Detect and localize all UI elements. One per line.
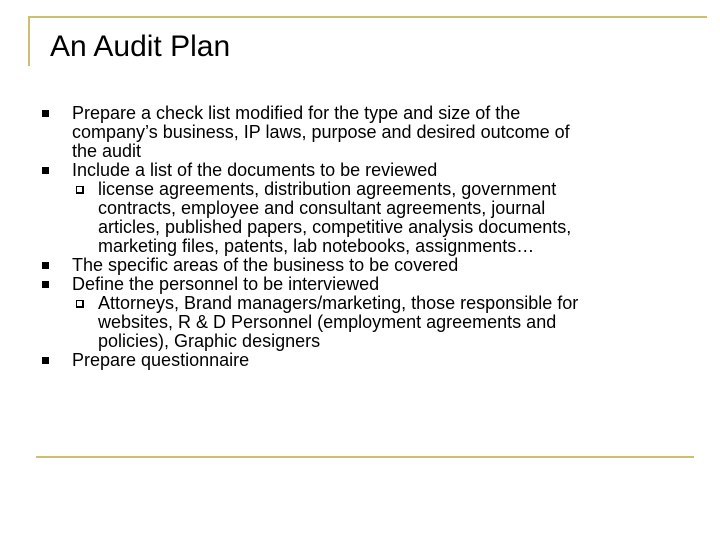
bullet-line: articles, published papers, competitive analysis documents, xyxy=(98,217,572,237)
square-bullet-icon xyxy=(42,262,49,269)
bullet-line: license agreements, distribution agreements, government xyxy=(98,179,557,199)
left-rule xyxy=(28,16,30,66)
sub-bullet-item-document-types xyxy=(42,180,682,256)
bullet-line: Define the personnel to be interviewed xyxy=(72,274,380,294)
bullet-line: Include a list of the documents to be reviewed xyxy=(72,160,438,180)
square-bullet-icon xyxy=(42,357,49,364)
bottom-rule xyxy=(36,456,694,458)
square-bullet-icon xyxy=(42,167,49,174)
sub-bullet-item-personnel-types xyxy=(42,294,682,351)
bullet-line: company’s business, IP laws, purpose and desired outcome of xyxy=(72,122,570,142)
bullet-line: Prepare a check list modified for the type and size of the xyxy=(72,103,521,123)
bullet-line: contracts, employee and consultant agreements, journal xyxy=(98,198,546,218)
square-bullet-icon xyxy=(42,281,49,288)
top-rule xyxy=(28,16,707,18)
bullet-line: Prepare questionnaire xyxy=(72,350,250,370)
bullet-line: the audit xyxy=(72,141,142,161)
hollow-square-bullet-icon xyxy=(76,186,84,194)
bullet-line: Attorneys, Brand managers/marketing, those responsible for xyxy=(98,293,579,313)
bullet-line: websites, R & D Personnel (employment agreements and xyxy=(98,312,557,332)
bullet-item-areas xyxy=(42,256,682,275)
hollow-square-bullet-icon xyxy=(76,300,84,308)
bullet-line: The specific areas of the business to be covered xyxy=(72,255,459,275)
bullet-item-personnel xyxy=(42,275,682,294)
slide-title: An Audit Plan xyxy=(50,30,231,63)
bullet-line: policies), Graphic designers xyxy=(98,331,321,351)
bullet-item-documents xyxy=(42,161,682,180)
bullet-list xyxy=(42,104,682,370)
bullet-item-questionnaire xyxy=(42,351,682,370)
bullet-line: marketing files, patents, lab notebooks, assignments… xyxy=(98,236,535,256)
square-bullet-icon xyxy=(42,110,49,117)
bullet-item-checklist xyxy=(42,104,682,161)
